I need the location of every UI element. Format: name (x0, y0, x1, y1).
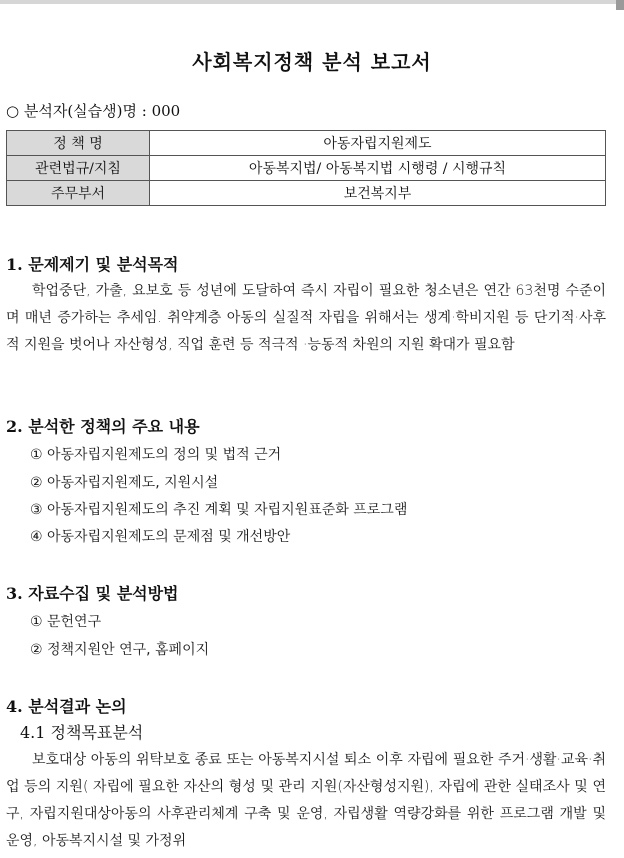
list-item: ① 아동자립지원제도의 정의 및 법적 근거 (30, 447, 282, 463)
list-item: ① 문헌연구 (30, 614, 102, 630)
section-2-heading: 2. 분석한 정책의 주요 내용 (6, 417, 200, 436)
section-4-1-body: 보호대상 아동의 위탁보호 종료 또는 아동복지시설 퇴소 이후 자립에 필요한 주거·생활·교육·취업 등의 지원( 자립에 필요한 자산의 형성 및 관리 지원(자산형성지원), 자립에 관한 실태조사 및 연구, 자립지원대상아동의 사후관리체계 구축 및 운영, 자립생활 역량강화를 위한 프로그램 개발 및 운영, 아동복지시설 및 가정위 (6, 752, 606, 849)
section-4-heading: 4. 분석결과 논의 (6, 697, 127, 716)
top-right-marker (616, 0, 624, 10)
list-item: ③ 아동자립지원제도의 추진 계획 및 자립지원표준화 프로그램 (30, 502, 408, 518)
analyst-line: ○ 분석자(실습생)명 : 000 (6, 102, 181, 120)
policy-info-table (6, 130, 606, 206)
list-item: ② 정책지원안 연구, 홈페이지 (30, 642, 210, 658)
page-title: 사회복지정책 분석 보고서 (192, 50, 432, 74)
policy-name-label: 정 책 명 (7, 131, 150, 156)
department-value: 보건복지부 (150, 181, 606, 206)
section-4-1-heading: 4.1 정책목표분석 (20, 723, 144, 742)
department-label: 주무부서 (7, 181, 150, 206)
policy-name-value: 아동자립지원제도 (150, 131, 606, 156)
table-row (7, 156, 606, 181)
top-border (0, 0, 624, 4)
list-item: ② 아동자립지원제도, 지원시설 (30, 475, 219, 491)
section-3-heading: 3. 자료수집 및 분석방법 (6, 584, 179, 603)
section-1-body: 학업중단, 가출, 요보호 등 성년에 도달하여 즉시 자립이 필요한 청소년은 연간 63천명 수준이며 매년 증가하는 추세임. 취약계층 아동의 실질적 자립을 위해서는 생계·학비지원 등 단기적·사후적 지원을 벗어나 자산형성, 직업 훈련 등 적극적 ·능동적 차원의 지원 확대가 필요함 (6, 283, 606, 353)
table-row (7, 181, 606, 206)
related-law-label: 관련법규/지침 (7, 156, 150, 181)
table-row (7, 131, 606, 156)
list-item: ④ 아동자립지원제도의 문제점 및 개선방안 (30, 529, 291, 545)
related-law-value: 아동복지법/ 아동복지법 시행령 / 시행규칙 (150, 156, 606, 181)
section-1-heading: 1. 문제제기 및 분석목적 (6, 255, 179, 274)
